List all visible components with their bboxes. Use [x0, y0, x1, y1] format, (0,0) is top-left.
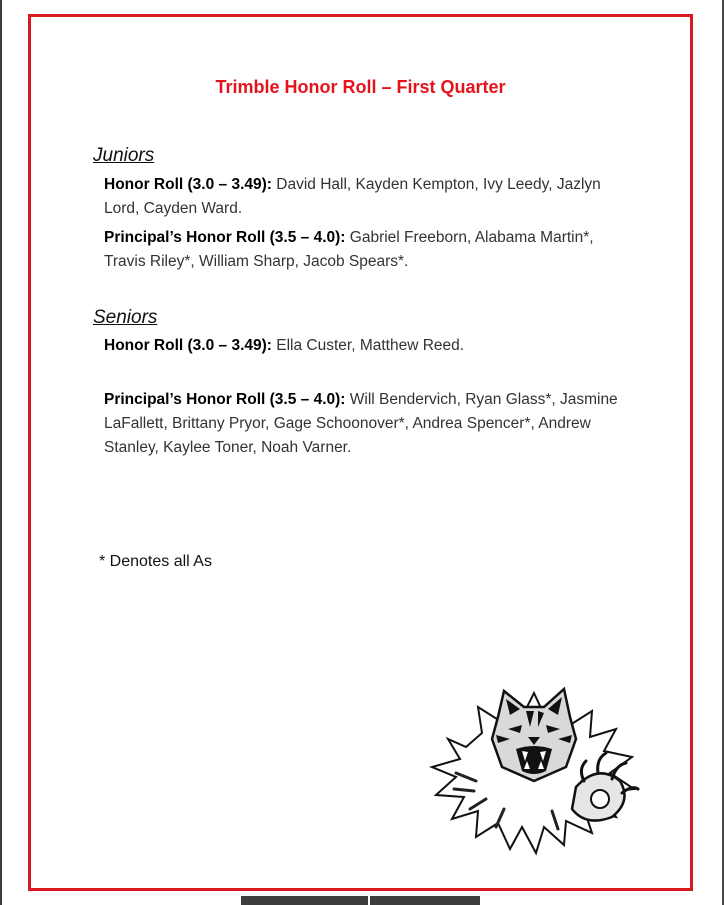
- page-title: Trimble Honor Roll – First Quarter: [215, 77, 506, 97]
- seniors-honor-roll: [104, 334, 639, 358]
- viewer-toolbar-tab-right[interactable]: [370, 896, 480, 905]
- juniors-honor-roll: [104, 173, 639, 221]
- viewer-toolbar-tab-left[interactable]: [241, 896, 368, 905]
- entry-names: Will Bendervich, Ryan Glass*, Jasmine LaFallett, Brittany Pryor, Gage Schoonover*, Andrea Spencer*, Andrew Stanley, Kaylee Toner, Noah Varner.: [104, 391, 618, 456]
- entry-label: Principal’s Honor Roll (3.5 – 4.0):: [104, 229, 346, 246]
- section-heading-seniors: Seniors: [93, 307, 158, 328]
- entry-label: Honor Roll (3.0 – 3.49):: [104, 337, 272, 354]
- entry-label: Honor Roll (3.0 – 3.49):: [104, 176, 272, 193]
- entry-names: Gabriel Freeborn, Alabama Martin*, Travis Riley*, William Sharp, Jacob Spears*.: [104, 229, 594, 270]
- juniors-principals-honor-roll: [104, 226, 639, 274]
- seniors-principals-honor-roll: [104, 388, 639, 460]
- entry-names: David Hall, Kayden Kempton, Ivy Leedy, Jazlyn Lord, Cayden Ward.: [104, 176, 601, 217]
- footnote: * Denotes all As: [99, 553, 212, 570]
- wildcat-mascot-icon: [426, 677, 641, 857]
- entry-label: Principal’s Honor Roll (3.5 – 4.0):: [104, 391, 346, 408]
- viewer-left-edge: [0, 0, 2, 905]
- entry-names: Ella Custer, Matthew Reed.: [276, 337, 465, 354]
- section-heading-juniors: Juniors: [93, 145, 155, 166]
- document-page: [28, 14, 693, 891]
